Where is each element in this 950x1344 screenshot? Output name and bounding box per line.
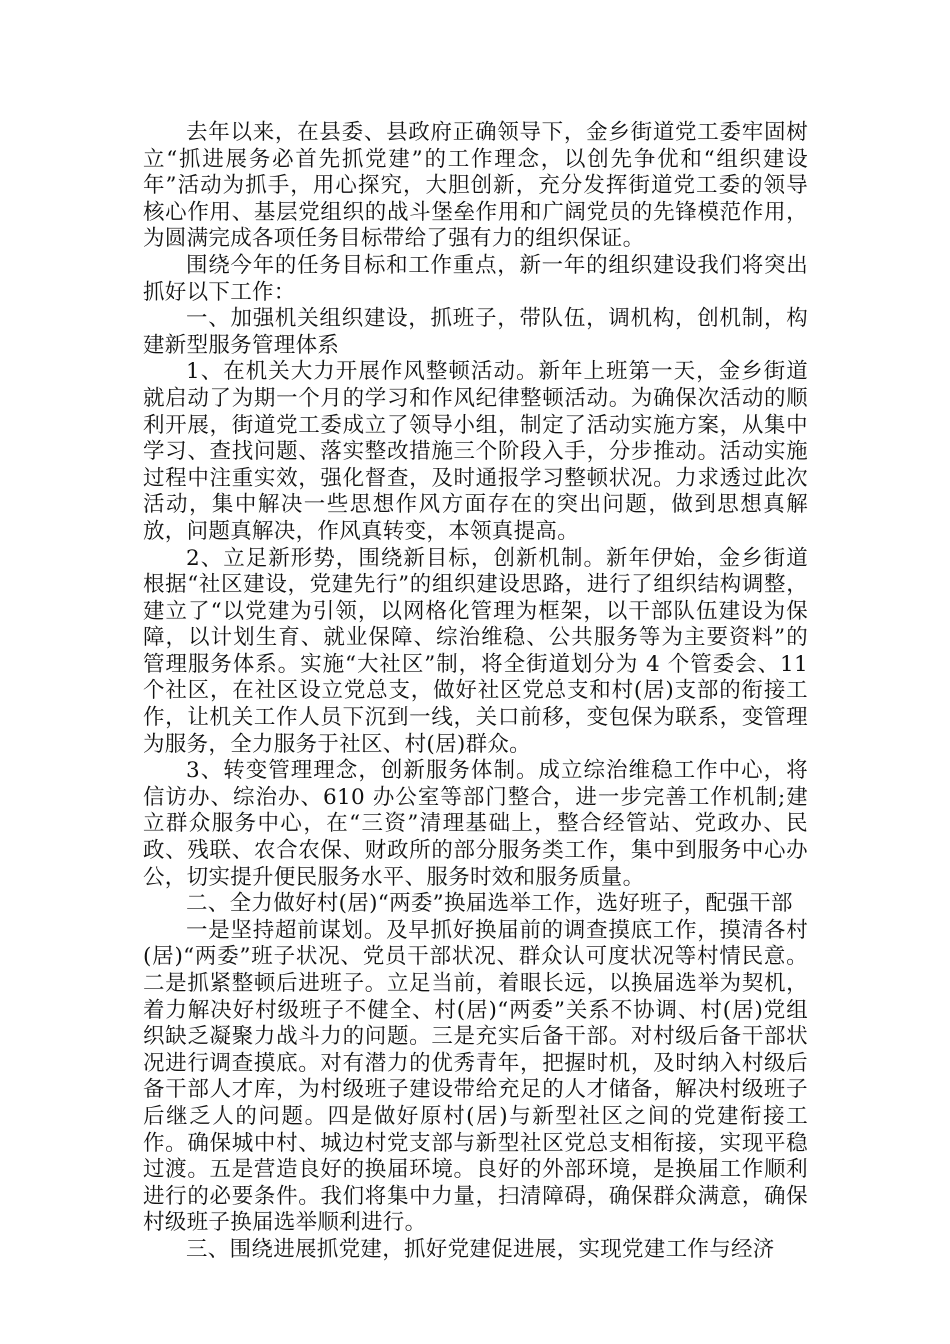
paragraph-election: 一是坚持超前谋划。及早抓好换届前的调查摸底工作，摸清各村(居)“两委”班子状况、党员干部状况、群众认可度状况等村情民意。二是抓紧整顿后进班子。立足当前，着眼长远，以换届选举为契机，着力解决好村级班子不健全、村(居)“两委”关系不协调、村(居)党组织缺乏凝聚力战斗力的问题。三是充实后备干部。对村级后备干部状况进行调查摸底。对有潜力的优秀青年，把握时机，及时纳入村级后备干部人才库，为村级班子建设带给充足的人才储备，解决村级班子后继乏人的问题。四是做好原村(居)与新型社区之间的党建衔接工作。确保城中村、城边村党支部与新型社区党总支相衔接，实现平稳过渡。五是营造良好的换届环境。良好的外部环境，是换届工作顺利进行的必要条件。我们将集中力量，扫清障碍，确保群众满意，确保村级班子换届选举顺利进行。 (143, 917, 808, 1236)
paragraph-item-2: 2、立足新形势，围绕新目标，创新机制。新年伊始，金乡街道根据“社区建设，党建先行”的组织建设思路，进行了组织结构调整，建立了“以党建为引领，以网格化管理为框架，以干部队伍建设为保障，以计划生育、就业保障、综治维稳、公共服务等为主要资料”的管理服务体系。实施“大社区”制，将全街道划分为 4 个管委会、11 个社区，在社区设立党总支，做好社区党总支和村(居)支部的衔接工作，让机关工作人员下沉到一线，关口前移，变包保为联系，变管理为服务，全力服务于社区、村(居)群众。 (143, 545, 808, 757)
section-heading-3: 三、围绕进展抓党建，抓好党建促进展，实现党建工作与经济 (186, 1236, 775, 1262)
section-heading-2: 二、全力做好村(居)“两委”换届选举工作，选好班子，配强干部 (186, 891, 793, 917)
section-heading-1: 一、加强机关组织建设，抓班子，带队伍，调机构，创机制，构建新型服务管理体系 (143, 306, 808, 358)
paragraph-tasks: 围绕今年的任务目标和工作重点，新一年的组织建设我们将突出抓好以下工作： (143, 252, 808, 305)
paragraph-item-3: 3、转变管理理念，创新服务体制。成立综治维稳工作中心，将信访办、综治办、610 办公室等部门整合，进一步完善工作机制;建立群众服务中心，在“三资”清理基础上，整合经管站、党政办、民政、残联、农合农保、财政所的部分服务类工作，集中到服务中心办公，切实提升便民服务水平、服务时效和服务质量。 (143, 758, 808, 890)
document-body (143, 120, 808, 1264)
paragraph-intro: 去年以来，在县委、县政府正确领导下，金乡街道党工委牢固树立“抓进展务必首先抓党建”的工作理念，以创先争优和“组织建设年”活动为抓手，用心探究，大胆创新，充分发挥街道党工委的领导核心作用、基层党组织的战斗堡垒作用和广阔党员的先锋模范作用，为圆满完成各项任务目标带给了强有力的组织保证。 (143, 120, 808, 252)
paragraph-item-1: 1、在机关大力开展作风整顿活动。新年上班第一天，金乡街道就启动了为期一个月的学习和作风纪律整顿活动。为确保次活动的顺利开展，街道党工委成立了领导小组，制定了活动实施方案，从集中学习、查找问题、落实整改措施三个阶段入手，分步推动。活动实施过程中注重实效，强化督查，及时通报学习整顿状况。力求透过此次活动，集中解决一些思想作风方面存在的突出问题，做到思想真解放，问题真解决，作风真转变，本领真提高。 (143, 359, 808, 544)
